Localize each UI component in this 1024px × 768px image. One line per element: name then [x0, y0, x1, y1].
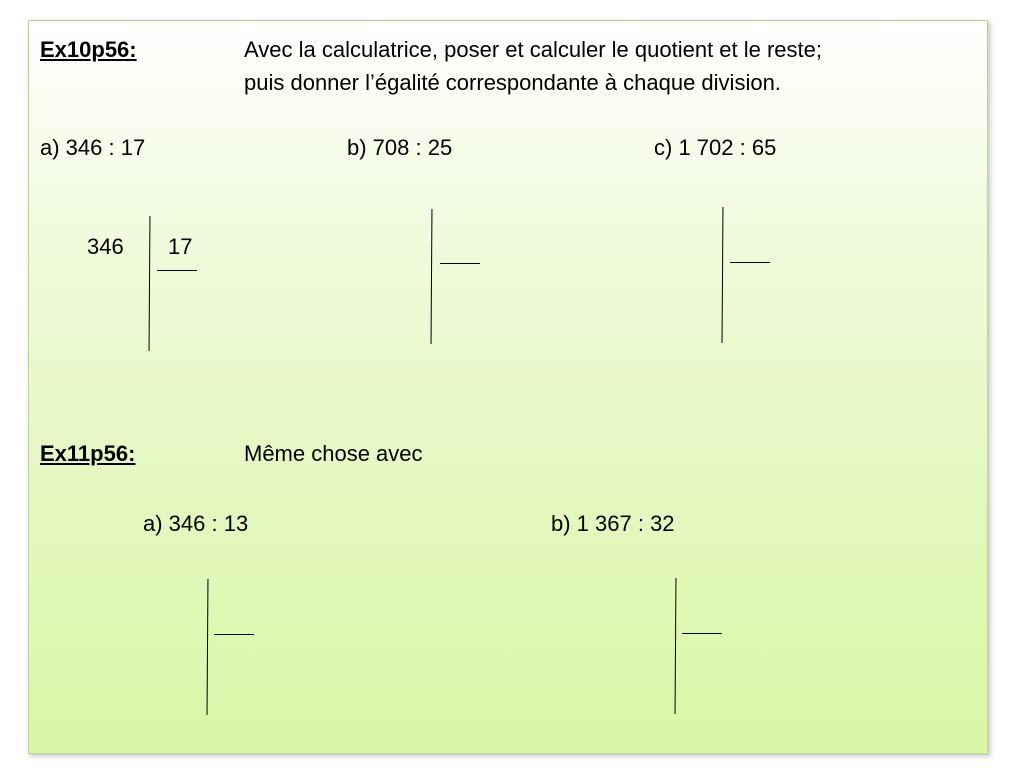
division-c-vertical-bar [722, 207, 724, 343]
division-a-dividend: 346 [87, 234, 124, 259]
ex10-instruction-line2: puis donner l’égalité correspondante à chaque division. [244, 70, 781, 95]
division-b-vertical-bar [431, 209, 433, 344]
division-a-divisor-line [157, 270, 197, 271]
ex11-item-b: b) 1 367 : 32 [551, 511, 675, 536]
slide [28, 20, 988, 754]
ex10-item-a: a) 346 : 17 [40, 135, 146, 160]
division-c-divisor-line [730, 262, 770, 263]
ex10-item-c: c) 1 702 : 65 [654, 135, 777, 160]
ex11-instruction: Même chose avec [244, 441, 423, 466]
ex11-division-b-vertical-bar [675, 578, 677, 714]
ex11-division-a-vertical-bar [207, 579, 209, 715]
division-a-divisor: 17 [168, 234, 193, 259]
ex10-label: Ex10p56: [40, 37, 137, 62]
ex11-division-a-divisor-line [214, 634, 254, 635]
ex10-instruction-line1: Avec la calculatrice, poser et calculer le quotient et le reste; [244, 37, 823, 62]
ex10-item-b: b) 708 : 25 [347, 135, 453, 160]
ex11-label: Ex11p56: [40, 441, 136, 466]
ex11-item-a: a) 346 : 13 [143, 511, 249, 536]
division-a-vertical-bar [149, 216, 151, 351]
division-b-divisor-line [440, 263, 480, 264]
ex11-division-b-divisor-line [682, 633, 722, 634]
